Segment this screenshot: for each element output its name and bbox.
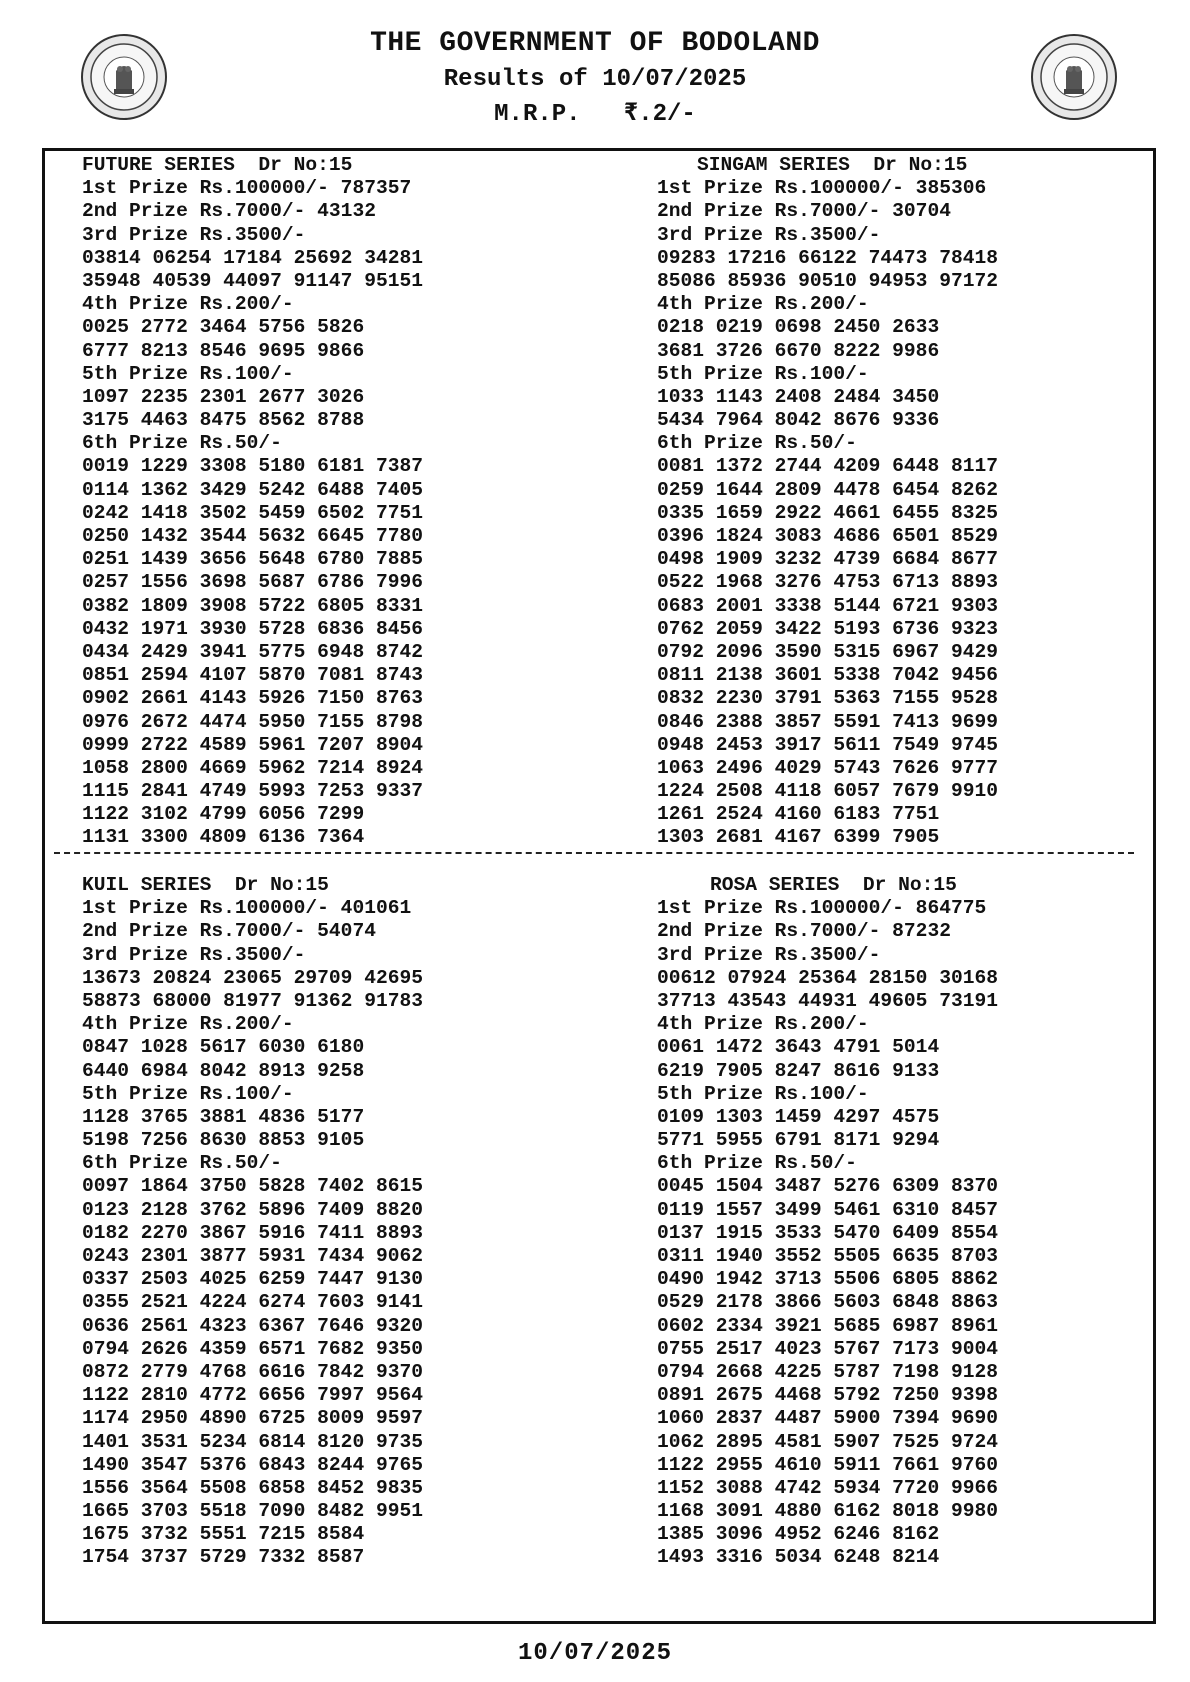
series-heading: SINGAM SERIES Dr No:15	[697, 154, 968, 176]
sixth-prize-row: 0396 1824 3083 4686 6501 8529	[657, 525, 998, 547]
sixth-prize-row: 1490 3547 5376 6843 8244 9765	[82, 1453, 423, 1476]
series-future	[82, 154, 423, 850]
sixth-prize-row: 1168 3091 4880 6162 8018 9980	[657, 1500, 998, 1523]
sixth-prize-row: 0337 2503 4025 6259 7447 9130	[82, 1268, 423, 1291]
sixth-prize-row: 1122 3102 4799 6056 7299	[82, 803, 365, 826]
third-prize-label: 3rd Prize Rs.3500/-	[657, 943, 881, 966]
sixth-prize-row: 0846 2388 3857 5591 7413 9699	[657, 710, 998, 733]
sixth-prize-row: 1261 2524 4160 6183 7751	[657, 803, 940, 826]
fifth-prize-row: 1033 1143 2408 2484 3450	[657, 385, 940, 408]
sixth-prize-label: 6th Prize Rs.50/-	[657, 432, 857, 455]
sixth-prize-row: 1122 2955 4610 5911 7661 9760	[657, 1453, 998, 1476]
sixth-prize-row: 0182 2270 3867 5916 7411 8893	[82, 1221, 423, 1244]
series-rosa	[657, 874, 998, 1570]
sixth-prize-row: 0257 1556 3698 5687 6786 7996	[82, 571, 423, 594]
series-heading: FUTURE SERIES Dr No:15	[82, 154, 353, 176]
sixth-prize-row: 0522 1968 3276 4753 6713 8893	[657, 571, 998, 594]
series-singam	[657, 154, 998, 850]
sixth-prize-row: 0114 1362 3429 5242 6488 7405	[82, 478, 423, 501]
fourth-prize-row: 6219 7905 8247 8616 9133	[657, 1059, 940, 1082]
fifth-prize-label: 5th Prize Rs.100/-	[82, 362, 294, 385]
fourth-prize-row: 0847 1028 5617 6030 6180	[82, 1036, 365, 1059]
fourth-prize-label: 4th Prize Rs.200/-	[657, 293, 869, 316]
sixth-prize-row: 0434 2429 3941 5775 6948 8742	[82, 640, 423, 663]
sixth-prize-row: 0794 2626 4359 6571 7682 9350	[82, 1337, 423, 1360]
sixth-prize-row: 1062 2895 4581 5907 7525 9724	[657, 1430, 998, 1453]
sixth-prize-row: 1224 2508 4118 6057 7679 9910	[657, 780, 998, 803]
third-prize-row: 58873 68000 81977 91362 91783	[82, 989, 423, 1012]
sixth-prize-row: 0019 1229 3308 5180 6181 7387	[82, 455, 423, 478]
second-prize: 2nd Prize Rs.7000/- 43132	[82, 200, 376, 223]
sixth-prize-row: 1063 2496 4029 5743 7626 9777	[657, 756, 998, 779]
third-prize-row: 09283 17216 66122 74473 78418	[657, 246, 998, 269]
sixth-prize-label: 6th Prize Rs.50/-	[82, 1152, 282, 1175]
third-prize-row: 03814 06254 17184 25692 34281	[82, 246, 423, 269]
sixth-prize-row: 0097 1864 3750 5828 7402 8615	[82, 1175, 423, 1198]
sixth-prize-row: 0872 2779 4768 6616 7842 9370	[82, 1360, 423, 1383]
sixth-prize-row: 0999 2722 4589 5961 7207 8904	[82, 733, 423, 756]
sixth-prize-row: 0902 2661 4143 5926 7150 8763	[82, 687, 423, 710]
sixth-prize-row: 1665 3703 5518 7090 8482 9951	[82, 1500, 423, 1523]
page-header	[0, 0, 1190, 150]
first-prize: 1st Prize Rs.100000/- 864775	[657, 897, 987, 920]
sixth-prize-row: 1115 2841 4749 5993 7253 9337	[82, 780, 423, 803]
sixth-prize-row: 0792 2096 3590 5315 6967 9429	[657, 640, 998, 663]
sixth-prize-row: 0529 2178 3866 5603 6848 8863	[657, 1291, 998, 1314]
sixth-prize-row: 0355 2521 4224 6274 7603 9141	[82, 1291, 423, 1314]
sixth-prize-row: 0242 1418 3502 5459 6502 7751	[82, 501, 423, 524]
second-prize: 2nd Prize Rs.7000/- 54074	[82, 920, 376, 943]
fourth-prize-label: 4th Prize Rs.200/-	[82, 1013, 294, 1036]
sixth-prize-row: 0832 2230 3791 5363 7155 9528	[657, 687, 998, 710]
sixth-prize-row: 1060 2837 4487 5900 7394 9690	[657, 1407, 998, 1430]
sixth-prize-row: 0762 2059 3422 5193 6736 9323	[657, 617, 998, 640]
fifth-prize-row: 5434 7964 8042 8676 9336	[657, 409, 940, 432]
first-prize: 1st Prize Rs.100000/- 385306	[657, 177, 987, 200]
third-prize-row: 37713 43543 44931 49605 73191	[657, 989, 998, 1012]
sixth-prize-row: 1754 3737 5729 7332 8587	[82, 1546, 365, 1569]
sixth-prize-row: 0335 1659 2922 4661 6455 8325	[657, 501, 998, 524]
series-heading: KUIL SERIES Dr No:15	[82, 874, 329, 896]
seal-right-emblem-icon	[1030, 33, 1118, 121]
page-title: THE GOVERNMENT OF BODOLAND	[370, 28, 820, 59]
mrp-price: M.R.P. ₹.2/-	[494, 101, 696, 128]
sixth-prize-row: 0811 2138 3601 5338 7042 9456	[657, 664, 998, 687]
fifth-prize-row: 3175 4463 8475 8562 8788	[82, 409, 365, 432]
sixth-prize-row: 0311 1940 3552 5505 6635 8703	[657, 1245, 998, 1267]
sixth-prize-row: 1401 3531 5234 6814 8120 9735	[82, 1430, 423, 1453]
fifth-prize-row: 0109 1303 1459 4297 4575	[657, 1105, 940, 1128]
sixth-prize-row: 0755 2517 4023 5767 7173 9004	[657, 1337, 998, 1360]
fifth-prize-row: 5198 7256 8630 8853 9105	[82, 1129, 365, 1152]
fourth-prize-row: 6777 8213 8546 9695 9866	[82, 339, 365, 362]
sixth-prize-row: 0081 1372 2744 4209 6448 8117	[657, 455, 998, 478]
third-prize-row: 85086 85936 90510 94953 97172	[657, 269, 998, 292]
first-prize: 1st Prize Rs.100000/- 787357	[82, 177, 412, 200]
sixth-prize-row: 0498 1909 3232 4739 6684 8677	[657, 548, 998, 571]
fourth-prize-row: 3681 3726 6670 8222 9986	[657, 339, 940, 362]
sixth-prize-row: 1058 2800 4669 5962 7214 8924	[82, 756, 423, 779]
sixth-prize-row: 1493 3316 5034 6248 8214	[657, 1546, 940, 1569]
sixth-prize-row: 0851 2594 4107 5870 7081 8743	[82, 664, 423, 687]
sixth-prize-row: 1385 3096 4952 6246 8162	[657, 1523, 940, 1546]
first-prize: 1st Prize Rs.100000/- 401061	[82, 897, 412, 920]
sixth-prize-row: 1122 2810 4772 6656 7997 9564	[82, 1384, 423, 1407]
results-date: Results of 10/07/2025	[443, 66, 747, 93]
sixth-prize-row: 1303 2681 4167 6399 7905	[657, 826, 940, 849]
fifth-prize-label: 5th Prize Rs.100/-	[657, 1082, 869, 1105]
sixth-prize-label: 6th Prize Rs.50/-	[82, 432, 282, 455]
sixth-prize-row: 0137 1915 3533 5470 6409 8554	[657, 1221, 998, 1244]
sixth-prize-row: 0432 1971 3930 5728 6836 8456	[82, 617, 423, 640]
sixth-prize-row: 0976 2672 4474 5950 7155 8798	[82, 710, 423, 733]
series-kuil	[82, 874, 423, 1570]
sixth-prize-row: 0250 1432 3544 5632 6645 7780	[82, 525, 423, 547]
sixth-prize-row: 1174 2950 4890 6725 8009 9597	[82, 1407, 423, 1430]
sixth-prize-row: 0948 2453 3917 5611 7549 9745	[657, 733, 998, 756]
sixth-prize-row: 0490 1942 3713 5506 6805 8862	[657, 1268, 998, 1291]
sixth-prize-row: 1131 3300 4809 6136 7364	[82, 826, 365, 849]
fourth-prize-row: 0218 0219 0698 2450 2633	[657, 316, 940, 339]
third-prize-row: 00612 07924 25364 28150 30168	[657, 966, 998, 989]
third-prize-label: 3rd Prize Rs.3500/-	[657, 223, 881, 246]
third-prize-row: 35948 40539 44097 91147 95151	[82, 269, 423, 292]
third-prize-label: 3rd Prize Rs.3500/-	[82, 943, 306, 966]
sixth-prize-row: 0602 2334 3921 5685 6987 8961	[657, 1314, 998, 1337]
fifth-prize-row: 1128 3765 3881 4836 5177	[82, 1105, 365, 1128]
fifth-prize-label: 5th Prize Rs.100/-	[657, 362, 869, 385]
sixth-prize-row: 0794 2668 4225 5787 7198 9128	[657, 1360, 998, 1383]
sixth-prize-row: 0123 2128 3762 5896 7409 8820	[82, 1198, 423, 1221]
sixth-prize-row: 1556 3564 5508 6858 8452 9835	[82, 1476, 423, 1499]
sixth-prize-row: 0259 1644 2809 4478 6454 8262	[657, 478, 998, 501]
second-prize: 2nd Prize Rs.7000/- 87232	[657, 920, 951, 943]
fourth-prize-row: 6440 6984 8042 8913 9258	[82, 1059, 365, 1082]
fifth-prize-row: 5771 5955 6791 8171 9294	[657, 1129, 940, 1152]
sixth-prize-row: 0636 2561 4323 6367 7646 9320	[82, 1314, 423, 1337]
sixth-prize-row: 0683 2001 3338 5144 6721 9303	[657, 594, 998, 617]
fifth-prize-row: 1097 2235 2301 2677 3026	[82, 385, 365, 408]
section-divider	[54, 852, 1134, 856]
sixth-prize-row: 1152 3088 4742 5934 7720 9966	[657, 1476, 998, 1499]
fourth-prize-row: 0025 2772 3464 5756 5826	[82, 316, 365, 339]
footer-date: 10/07/2025	[517, 1640, 673, 1667]
sixth-prize-row: 0243 2301 3877 5931 7434 9062	[82, 1245, 423, 1267]
fourth-prize-row: 0061 1472 3643 4791 5014	[657, 1036, 940, 1059]
series-heading: ROSA SERIES Dr No:15	[710, 874, 957, 896]
second-prize: 2nd Prize Rs.7000/- 30704	[657, 200, 951, 223]
sixth-prize-row: 1675 3732 5551 7215 8584	[82, 1523, 365, 1546]
fourth-prize-label: 4th Prize Rs.200/-	[657, 1013, 869, 1036]
third-prize-row: 13673 20824 23065 29709 42695	[82, 966, 423, 989]
sixth-prize-row: 0119 1557 3499 5461 6310 8457	[657, 1198, 998, 1221]
sixth-prize-row: 0382 1809 3908 5722 6805 8331	[82, 594, 423, 617]
sixth-prize-row: 0891 2675 4468 5792 7250 9398	[657, 1384, 998, 1407]
third-prize-label: 3rd Prize Rs.3500/-	[82, 223, 306, 246]
fourth-prize-label: 4th Prize Rs.200/-	[82, 293, 294, 316]
fifth-prize-label: 5th Prize Rs.100/-	[82, 1082, 294, 1105]
sixth-prize-label: 6th Prize Rs.50/-	[657, 1152, 857, 1175]
sixth-prize-row: 0251 1439 3656 5648 6780 7885	[82, 548, 423, 571]
sixth-prize-row: 0045 1504 3487 5276 6309 8370	[657, 1175, 998, 1198]
